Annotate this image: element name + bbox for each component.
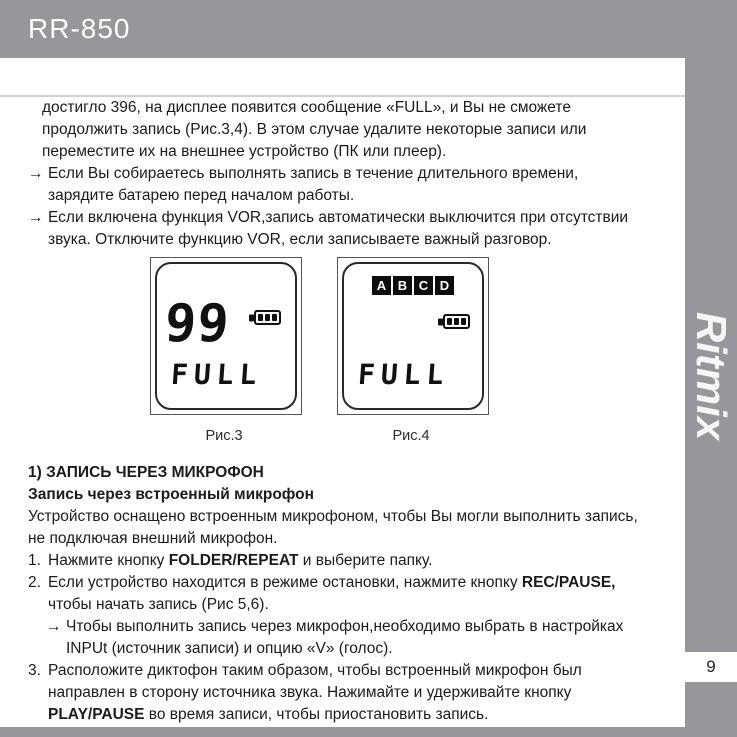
record-counter: 99: [162, 294, 232, 354]
lcd-display-fig4: [337, 257, 489, 415]
section-heading: 1) ЗАПИСЬ ЧЕРЕЗ МИКРОФОН: [28, 464, 264, 481]
bullet-line: Если Вы собираетесь выполнять запись в течение длительного времени,: [48, 165, 579, 182]
page-number: 9: [706, 657, 716, 676]
folder-c-badge: C: [414, 276, 433, 295]
button-ref-folder-repeat: FOLDER/REPEAT: [168, 552, 299, 569]
bullet-line: звука. Отключите функцию VOR, если записываете важный разговор.: [48, 231, 552, 248]
step-number: 1.: [28, 552, 41, 569]
page-number-box: [685, 652, 737, 682]
step-number: 3.: [28, 662, 41, 679]
arrow-icon: →: [28, 209, 44, 226]
button-ref-play-pause: PLAY/PAUSE: [48, 706, 145, 723]
button-ref-rec-pause: REC/PAUSE,: [521, 574, 616, 591]
bullet-line: Если включена функция VOR,запись автоматически выключится при отсутствии: [48, 209, 629, 226]
step-text: Расположите диктофон таким образом, чтобы встроенный микрофон был направлен в сторону источника звука. Нажимайте и удерживайте кнопку PLAY/PAUSE во время записи, чтобы приостановить запись.: [48, 662, 582, 723]
battery-icon: [443, 314, 470, 329]
section-intro-line: Устройство оснащено встроенным микрофоном, чтобы Вы могли выполнить запись,: [28, 508, 638, 525]
note-text: Чтобы выполнить запись через микрофон,необходимо выбрать в настройках INPUt (источник записи) и опцию «V» (голос).: [66, 618, 624, 657]
battery-terminal: [438, 318, 443, 325]
figure-caption-3: Рис.3: [205, 428, 243, 444]
step-2-note: [28, 616, 688, 660]
paragraph-line: переместите их на внешнее устройство (ПК или плеер).: [42, 143, 447, 160]
lcd-frame: [155, 262, 297, 410]
folder-b-badge: B: [393, 276, 412, 295]
step-number: 2.: [28, 574, 41, 591]
section-intro-line: не подключая внешний микрофон.: [28, 530, 278, 547]
step-3: [28, 660, 688, 726]
record-section: [28, 462, 688, 726]
step-2: [28, 572, 688, 616]
step-text: Если устройство находится в режиме остановки, нажмите кнопку REC/PAUSE, чтобы начать запись (Рис 5,6).: [48, 574, 616, 613]
body-paragraph: [28, 97, 686, 163]
folder-d-badge: D: [435, 276, 454, 295]
paragraph-line: продолжить запись (Рис.3,4). В этом случае удалите некоторые записи или: [42, 121, 587, 138]
steps-list: [28, 550, 688, 726]
footer-bar: [0, 727, 737, 737]
battery-icon: [254, 310, 281, 325]
note-bullet: [28, 163, 686, 207]
bullet-text: [48, 163, 578, 207]
step-text: Нажмите кнопку FOLDER/REPEAT и выберите папку.: [48, 552, 433, 569]
brand-logo: [685, 278, 737, 473]
figure-caption-4: Рис.4: [392, 428, 430, 444]
arrow-icon: →: [28, 165, 44, 182]
bullet-text: [48, 207, 628, 251]
header-bar: [0, 0, 737, 58]
folder-a-badge: A: [372, 276, 391, 295]
lcd-display-fig3: [150, 257, 302, 415]
model-label: RR-850: [28, 13, 131, 44]
ritmix-logo-text: Ritmix: [688, 311, 735, 440]
folder-indicator-row: [344, 276, 482, 295]
arrow-icon: →: [46, 618, 62, 635]
section-subheading: Запись через встроенный микрофон: [28, 486, 314, 503]
full-message: FULL: [356, 358, 451, 391]
bullet-line: зарядите батарею перед началом работы.: [48, 187, 355, 204]
full-message: FULL: [169, 358, 264, 391]
battery-terminal: [249, 314, 254, 321]
intro-text: [28, 97, 686, 251]
note-bullet: [28, 207, 686, 251]
lcd-frame: [342, 262, 484, 410]
step-1: [28, 550, 688, 572]
paragraph-line: достигло 396, на дисплее появится сообщение «FULL», и Вы не сможете: [42, 99, 571, 116]
